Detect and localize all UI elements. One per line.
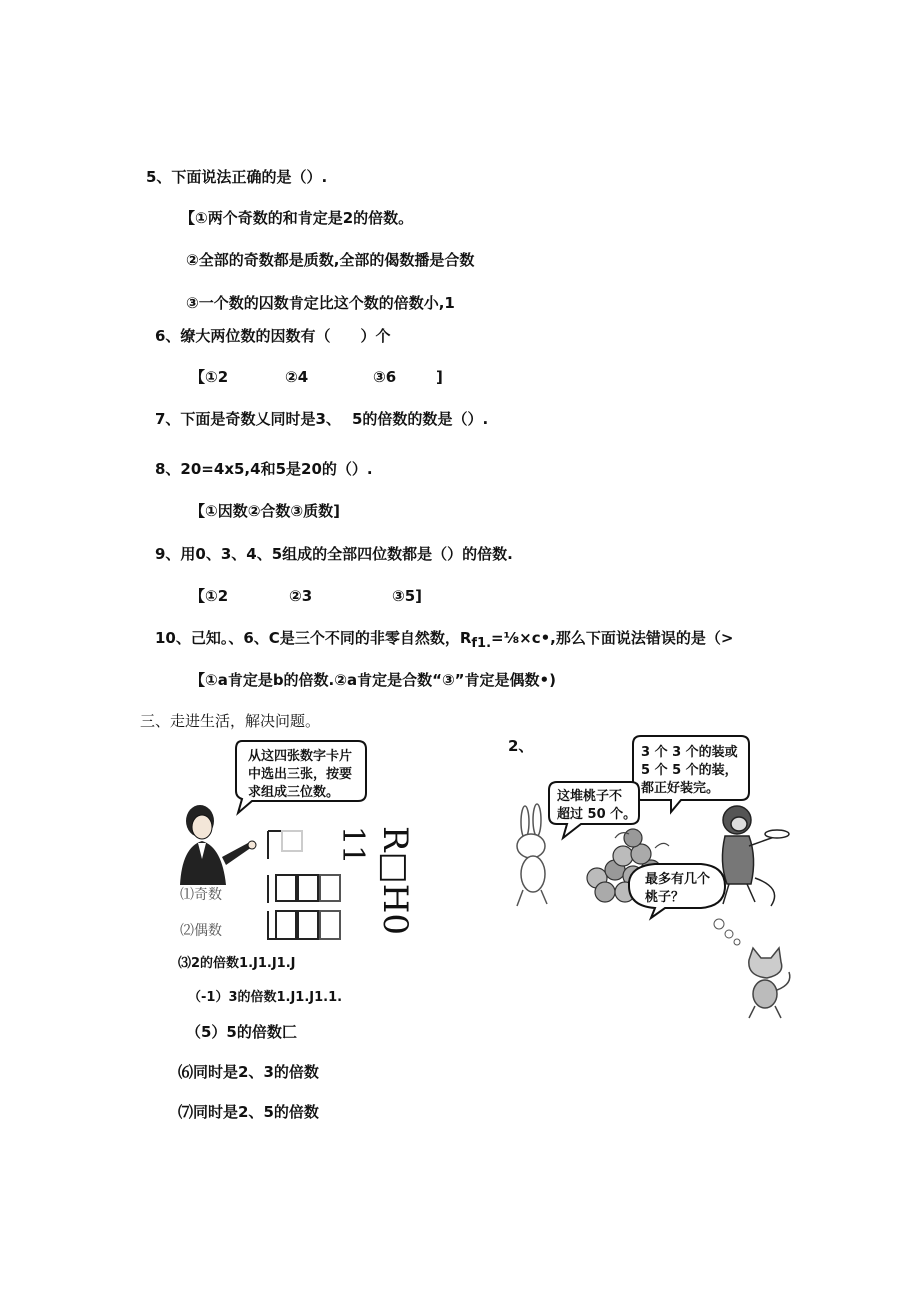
- q9-option-3: ③5]: [392, 587, 422, 605]
- right-bubble2-line-1: 这堆桃子不: [557, 789, 623, 804]
- left-label-even: ⑵偶数: [180, 923, 222, 939]
- item-3-multiples-of-2: ⑶2的倍数1.J1.J1.J: [178, 956, 296, 971]
- right-bubble3-line-2: 桃子？: [645, 890, 685, 905]
- thought-dot-3: [734, 939, 740, 945]
- left-bubble-line-1: 从这四张数字卡片: [248, 749, 353, 764]
- q10-stem: [155, 628, 733, 654]
- q10-stem-part2: =⅛×c•,那么下面说法错误的是（>: [491, 629, 734, 647]
- section-3-title: 三、走进生活，解决问题。: [140, 712, 321, 730]
- q6-option-3: ③6: [373, 368, 397, 386]
- q5-option-3: ③一个数的囚数肯定比这个数的倍数小,1: [186, 294, 455, 312]
- item-5-multiples-of-5: （5）5的倍数匚: [186, 1023, 297, 1041]
- q6-option-2: ②4: [285, 368, 309, 386]
- left-bubble-line-2: 中选出三张，按要: [248, 767, 353, 782]
- q7-stem-part2: 5的倍数的数是（）.: [352, 410, 489, 428]
- q10-stem-part1: 10、己知。、6、C是三个不同的非零自然数，: [155, 629, 460, 647]
- q5-option-1: 【①两个奇数的和肯定是2的倍数。: [180, 209, 414, 227]
- q6-stem: 6、缭大两位数的因数有（ ）个: [155, 327, 391, 345]
- thought-dot-2: [725, 930, 733, 938]
- q10-options: 【①a肯定是b的倍数.②a肯定是合数“③”肯定是偶数•): [190, 671, 556, 689]
- left-label-odd: ⑴奇数: [180, 887, 222, 903]
- rotated-card-text-2: R□H0: [375, 826, 415, 936]
- q10-formula-sub: f1.: [471, 636, 492, 651]
- q8-options: 【①因数②合数③质数]: [190, 502, 340, 520]
- peach-problem-illustration: [505, 728, 797, 1020]
- q9-stem: 9、用0、3、4、5组成的全部四位数都是（）的倍数.: [155, 545, 513, 563]
- cat-figure: [749, 948, 790, 1018]
- q10-formula-r: R: [459, 629, 472, 647]
- q6-close-bracket: ]: [436, 368, 443, 386]
- right-bubble1-line-2: 5 个 5 个的装，: [641, 763, 738, 778]
- item-4-multiples-of-3: （-1）3的倍数1.J1.J1.1.: [188, 990, 343, 1005]
- item-7-multiples-of-2-and-5: ⑺同时是2、5的倍数: [178, 1103, 319, 1121]
- right-bubble1-line-3: 都正好装完。: [641, 781, 720, 796]
- problem-2-number: 2、: [508, 737, 534, 755]
- q5-stem: 5、下面说法正确的是（）.: [146, 168, 328, 186]
- teacher-figure: [180, 805, 256, 885]
- rabbit-figure: [517, 804, 547, 906]
- monkey-figure: [722, 806, 789, 906]
- q9-option-1: 【①2: [190, 587, 229, 605]
- number-card-boxes: [268, 831, 340, 939]
- q6-option-1: 【①2: [190, 368, 229, 386]
- right-bubble2-line-2: 超过 50 个。: [557, 807, 637, 822]
- right-bubble3-line-1: 最多有几个: [645, 872, 711, 887]
- item-6-multiples-of-2-and-3: ⑹同时是2、3的倍数: [178, 1063, 319, 1081]
- q5-option-2: ②全部的奇数都是质数,全部的偈数播是合数: [186, 251, 475, 269]
- q8-stem: 8、20=4x5,4和5是20的（）.: [155, 460, 373, 478]
- right-bubble1-line-1: 3 个 3 个的装或: [641, 745, 738, 760]
- left-bubble-line-3: 求组成三位数。: [248, 785, 340, 800]
- thought-dot-1: [714, 919, 724, 929]
- rotated-card-text-1: 11: [335, 826, 370, 865]
- q9-option-2: ②3: [289, 587, 313, 605]
- q7-stem-part1: 7、下面是奇数乂同时是3、: [155, 410, 341, 428]
